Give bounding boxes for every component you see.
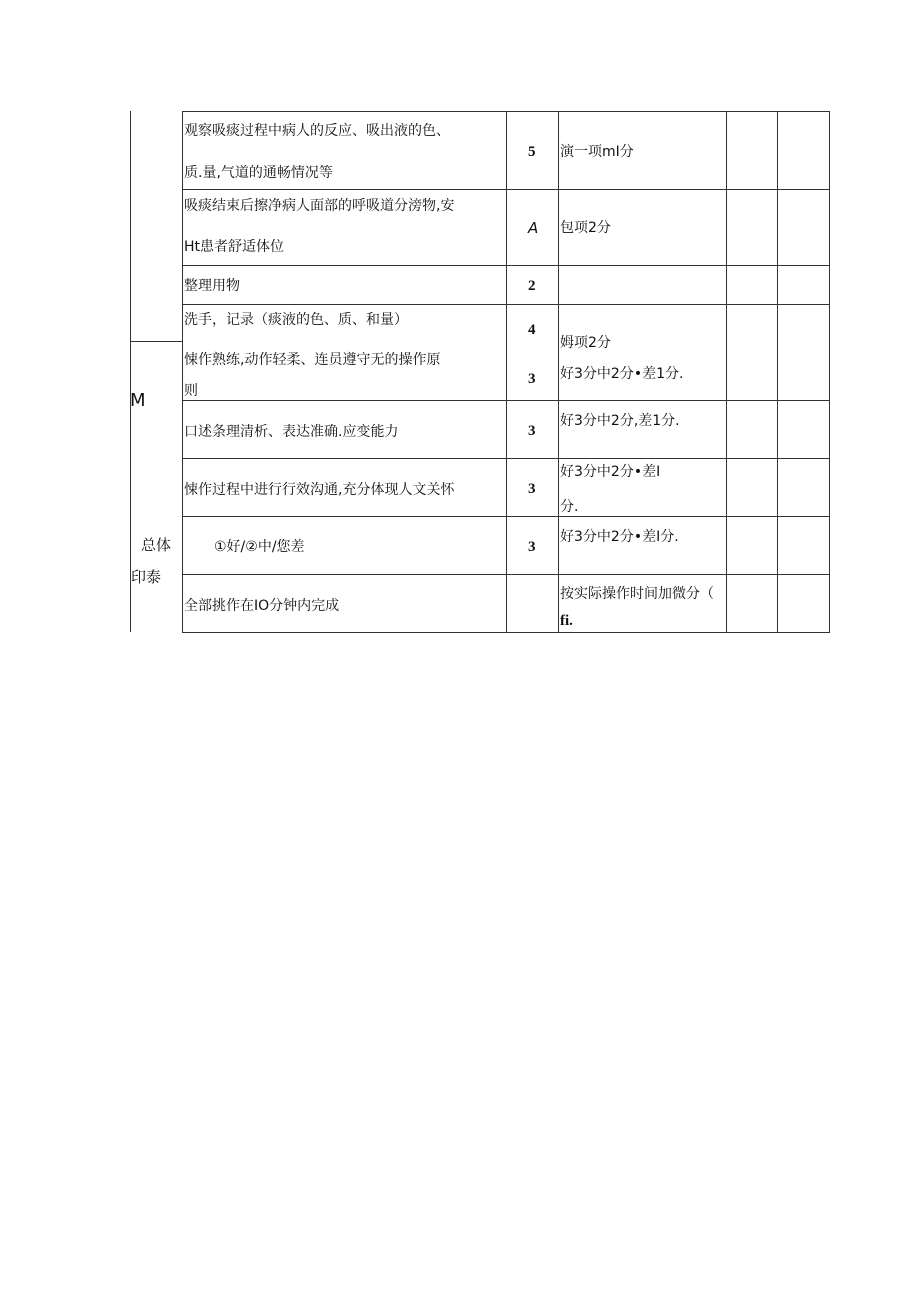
score-value: 3 — [528, 480, 536, 497]
criteria-cell — [559, 459, 727, 517]
score-value: 3 — [528, 538, 536, 555]
score-value-2: 3 — [528, 370, 536, 387]
category-label-overall-line1: 总体 — [141, 536, 172, 554]
score-value: 3 — [528, 422, 536, 439]
criteria-cell — [559, 575, 727, 633]
item-text: 口述条理清析、表达准确.应变能力 — [184, 423, 399, 440]
blank-cell — [727, 575, 778, 633]
table-row — [183, 190, 830, 266]
item-cell — [183, 305, 507, 401]
criteria-cell — [559, 517, 727, 575]
table-row — [183, 575, 830, 633]
item-text: ①好/②中/您差 — [214, 538, 305, 555]
item-cell — [183, 190, 507, 266]
score-value: 5 — [528, 143, 536, 160]
criteria-cell — [559, 190, 727, 266]
criteria-cell — [559, 305, 727, 401]
criteria-cell — [559, 112, 727, 190]
item-text: 整理用物 — [184, 277, 240, 294]
item-text-line1: 吸痰结束后擦净病人面部的呼吸道分滂物,安 — [184, 197, 455, 214]
table-row — [183, 517, 830, 575]
blank-cell — [778, 190, 830, 266]
table-row — [183, 112, 830, 190]
criteria-text-line2: fi. — [560, 612, 573, 629]
criteria-text-line2: 分. — [560, 498, 579, 515]
score-value: 2 — [528, 277, 536, 294]
score-cell — [507, 401, 559, 459]
blank-cell — [727, 401, 778, 459]
criteria-cell — [559, 266, 727, 305]
table-row — [183, 401, 830, 459]
item-text-line2: 悚作熟练,动作轻柔、连员遵守无的操作原 — [184, 351, 441, 368]
item-cell — [183, 112, 507, 190]
blank-cell — [778, 517, 830, 575]
criteria-text-line1: 好3分中2分•差I — [560, 463, 661, 480]
item-cell — [183, 575, 507, 633]
score-cell — [507, 517, 559, 575]
blank-cell — [778, 112, 830, 190]
item-text-line2: 质.量,气道的通畅情况等 — [184, 164, 333, 181]
category-column-left-border — [130, 111, 131, 632]
scoring-table — [182, 111, 830, 633]
blank-cell — [778, 305, 830, 401]
criteria-text-line2: 好3分中2分•差1分. — [560, 365, 684, 382]
criteria-text: 好3分中2分•差I分. — [560, 528, 679, 545]
criteria-cell — [559, 401, 727, 459]
blank-cell — [727, 459, 778, 517]
criteria-text: 包项2分 — [560, 219, 611, 236]
item-cell — [183, 517, 507, 575]
item-cell — [183, 459, 507, 517]
item-text-line1: 观察吸痰过程中病人的反应、吸出液的色、 — [184, 122, 450, 139]
category-divider — [130, 341, 182, 342]
category-label-overall-line2: 印泰 — [131, 568, 162, 586]
criteria-text: 好3分中2分,差1分. — [560, 412, 680, 429]
score-cell — [507, 575, 559, 633]
table-row — [183, 459, 830, 517]
score-value: A — [528, 218, 539, 237]
item-text-line3: 则 — [184, 382, 198, 399]
table-row — [183, 266, 830, 305]
criteria-text: 演一项mI分 — [560, 143, 634, 160]
blank-cell — [727, 112, 778, 190]
item-text-line1: 洗手，记录（痰液的色、质、和量） — [184, 311, 408, 328]
blank-cell — [778, 575, 830, 633]
score-cell — [507, 305, 559, 401]
score-cell — [507, 459, 559, 517]
criteria-text-line1: 姆项2分 — [560, 334, 611, 351]
criteria-text-line1: 按实际操作时间加微分（ — [560, 585, 714, 602]
item-text: 全部挑作在IO分钟内完成 — [184, 597, 340, 614]
blank-cell — [778, 401, 830, 459]
blank-cell — [727, 517, 778, 575]
blank-cell — [778, 266, 830, 305]
table-row — [183, 305, 830, 401]
item-text: 悚作过程中进行行效沟通,充分体现人文关怀 — [184, 481, 455, 498]
item-cell — [183, 266, 507, 305]
score-value: 4 — [528, 321, 536, 338]
score-cell — [507, 266, 559, 305]
blank-cell — [778, 459, 830, 517]
category-label-middle: M — [130, 390, 146, 411]
score-cell — [507, 190, 559, 266]
item-cell — [183, 401, 507, 459]
score-cell — [507, 112, 559, 190]
blank-cell — [727, 305, 778, 401]
blank-cell — [727, 190, 778, 266]
item-text-line2: Ht患者舒适体位 — [184, 238, 285, 255]
blank-cell — [727, 266, 778, 305]
